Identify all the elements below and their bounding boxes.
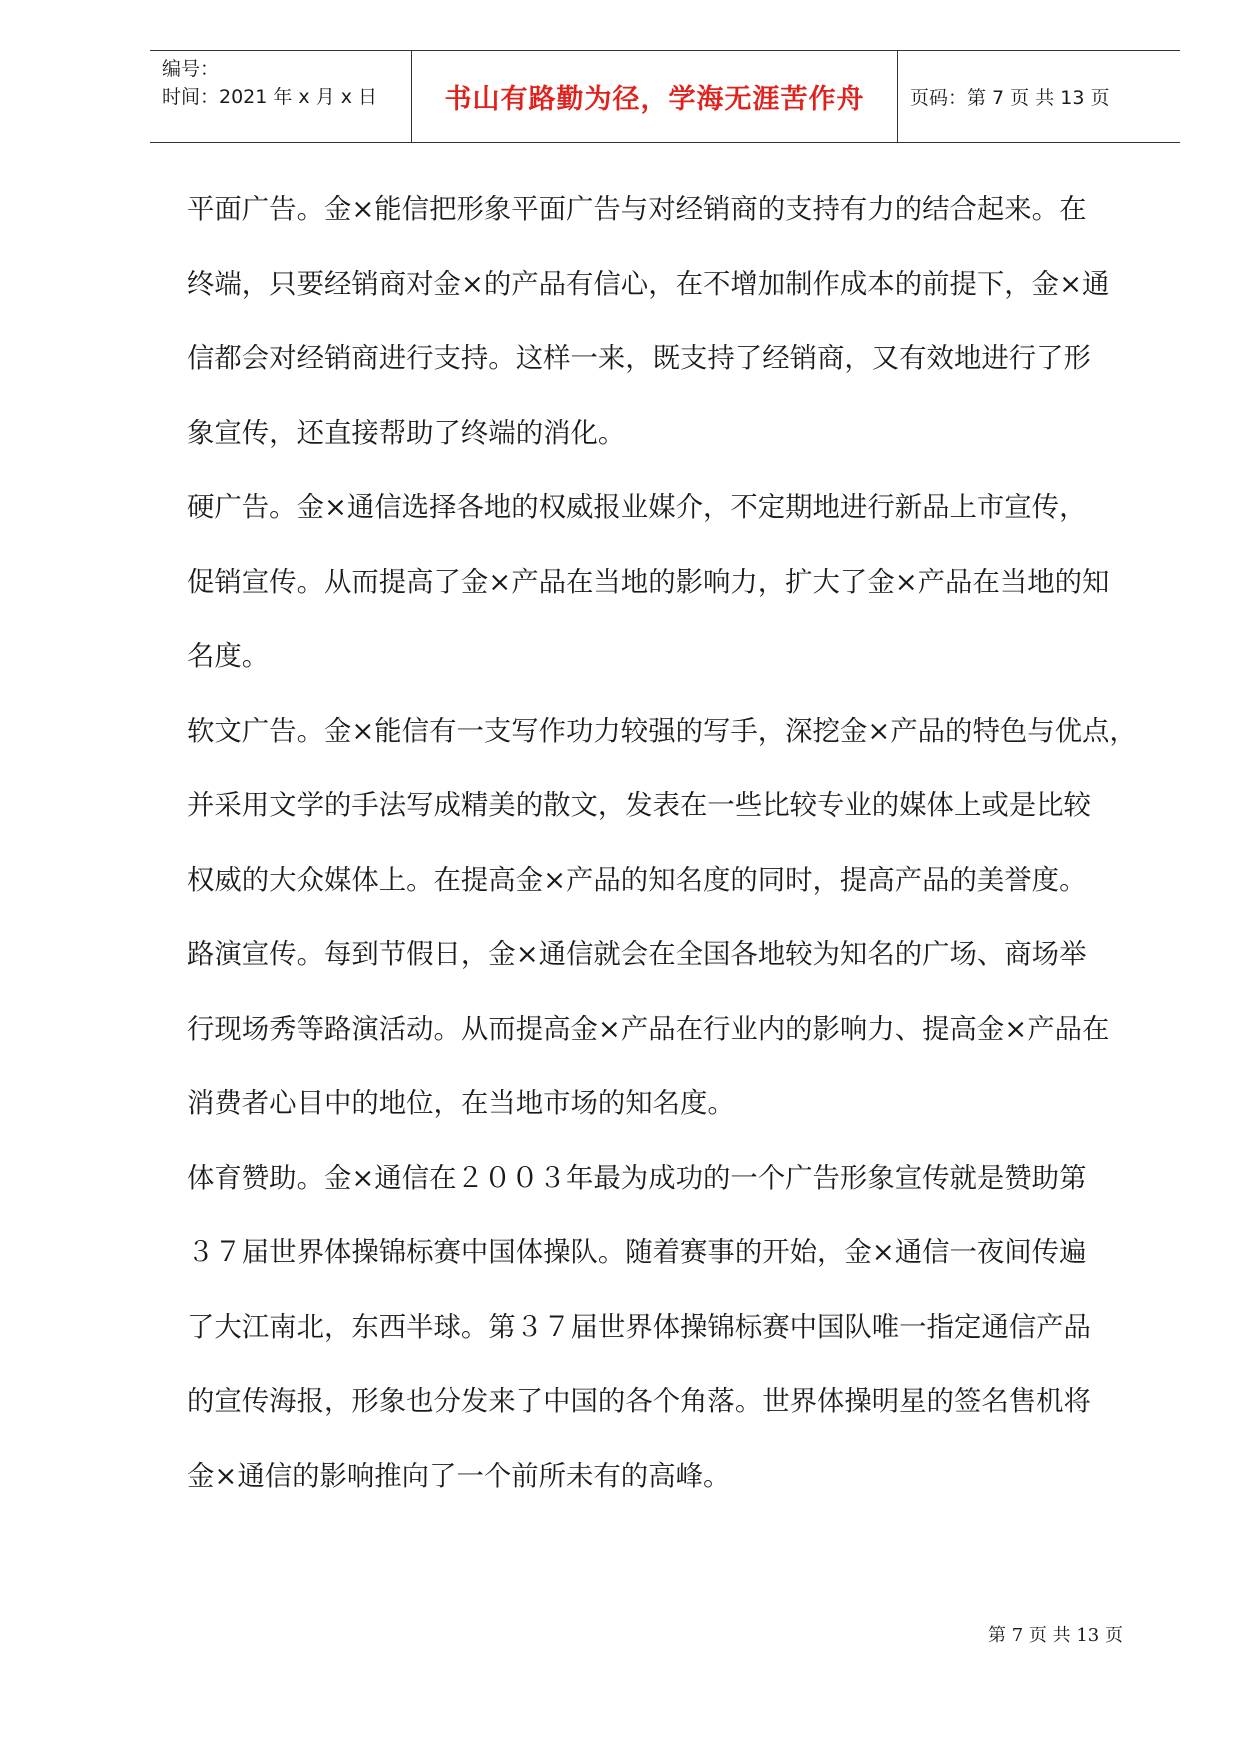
body-line: 行现场秀等路演活动。从而提高金×产品在行业内的影响力、提高金×产品在 bbox=[187, 1013, 1110, 1045]
body-line: 体育赞助。金×通信在２００３年最为成功的一个广告形象宣传就是赞助第 bbox=[187, 1162, 1087, 1194]
body-line: ３７届世界体操锦标赛中国体操队。随着赛事的开始，金×通信一夜间传遍 bbox=[187, 1237, 1087, 1268]
body-line: 路演宣传。每到节假日，金×通信就会在全国各地较为知名的广场、商场举 bbox=[187, 939, 1087, 970]
body-line: 权威的大众媒体上。在提高金×产品的知名度的同时，提高产品的美誉度。 bbox=[187, 864, 1087, 896]
body-line: 信都会对经销商进行支持。这样一来，既支持了经销商，又有效地进行了形 bbox=[187, 343, 1091, 374]
document-body bbox=[187, 173, 1147, 1514]
page-header bbox=[150, 50, 1180, 143]
body-line: 硬广告。金×通信选择各地的权威报业媒介，不定期地进行新品上市宣传， bbox=[187, 492, 1087, 523]
header-page-cell bbox=[898, 51, 1180, 142]
document-time-label: 时间：2021 年 x 月 x 日 bbox=[162, 86, 378, 108]
body-line: 并采用文学的手法写成精美的散文，发表在一些比较专业的媒体上或是比较 bbox=[187, 790, 1091, 821]
document-number-label: 编号： bbox=[162, 58, 220, 80]
header-page-number: 页码：第 7 页 共 13 页 bbox=[910, 87, 1110, 109]
body-line: 促销宣传。从而提高了金×产品在当地的影响力，扩大了金×产品在当地的知 bbox=[187, 566, 1110, 598]
body-line: 名度。 bbox=[187, 641, 270, 672]
body-line: 终端，只要经销商对金×的产品有信心，在不增加制作成本的前提下，金×通 bbox=[187, 268, 1110, 300]
header-motto-cell bbox=[412, 51, 898, 142]
body-line: 象宣传，还直接帮助了终端的消化。 bbox=[187, 417, 626, 449]
header-motto: 书山有路勤为径，学海无涯苦作舟 bbox=[444, 84, 865, 115]
body-line: 金×通信的影响推向了一个前所未有的高峰。 bbox=[187, 1460, 731, 1492]
body-line: 的宣传海报，形象也分发来了中国的各个角落。世界体操明星的签名售机将 bbox=[187, 1386, 1091, 1417]
body-line: 平面广告。金×能信把形象平面广告与对经销商的支持有力的结合起来。在 bbox=[187, 194, 1087, 225]
header-meta bbox=[150, 51, 412, 142]
page-footer: 第 7 页 共 13 页 bbox=[988, 1625, 1123, 1646]
body-line: 了大江南北，东西半球。第３７届世界体操锦标赛中国队唯一指定通信产品 bbox=[187, 1311, 1091, 1343]
body-line: 软文广告。金×能信有一支写作功力较强的写手，深挖金×产品的特色与优点， bbox=[187, 715, 1137, 747]
body-line: 消费者心目中的地位，在当地市场的知名度。 bbox=[187, 1088, 735, 1119]
